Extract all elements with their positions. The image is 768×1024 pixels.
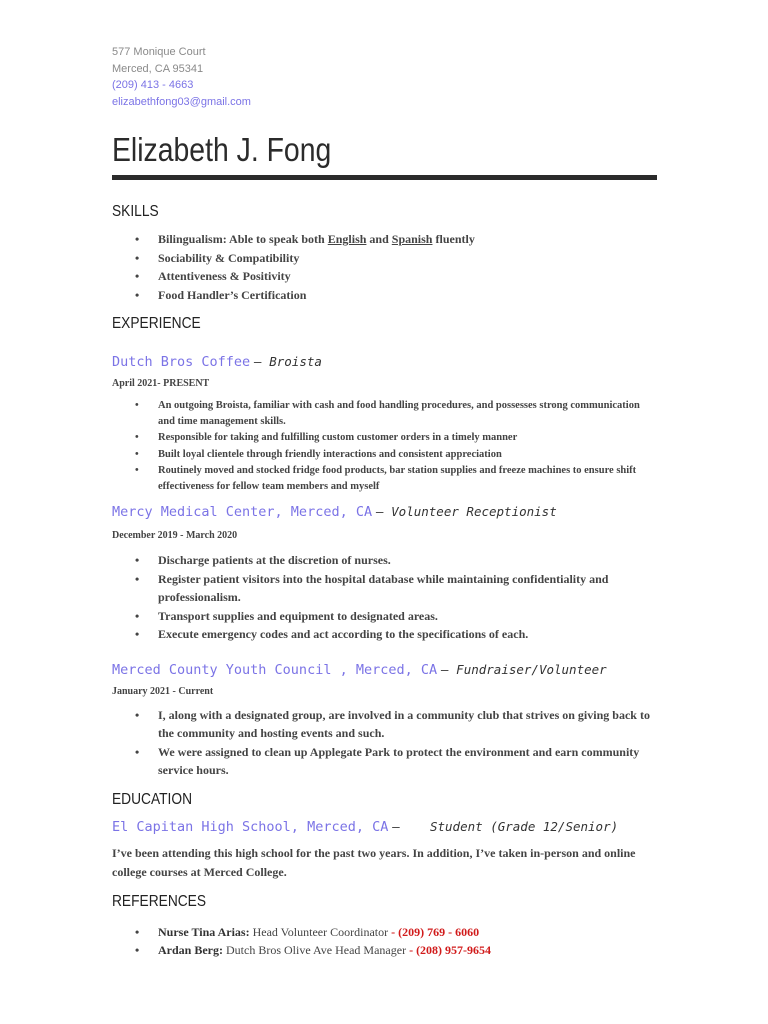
job-title-line: Dutch Bros Coffee — Broista [112,354,322,370]
job-role: Volunteer Receptionist [391,504,557,520]
job-organization: Mercy Medical Center, Merced, CA [112,504,373,521]
job-title-line: Mercy Medical Center, Merced, CA — Volunteer Receptionist [112,504,557,521]
contact-address-line: 577 Monique Court [112,46,206,58]
section-heading-skills: SKILLS [112,203,159,220]
job-bullet: • Transport supplies and equipment to designated areas. [158,607,657,626]
contact-city-line: Merced, CA 95341 [112,62,204,75]
job-bullet: • Execute emergency codes and act according to the specifications of each. [158,625,657,644]
page-title: Elizabeth J. Fong [112,131,332,168]
skill-text-segment: and [366,232,392,246]
skill-text-segment: Bilingualism: Able to speak both [158,232,328,246]
reference-separator: - [406,943,417,958]
section-heading-education: EDUCATION [112,790,193,808]
reference-role: Head Volunteer Coordinator [252,924,389,939]
job-bullet: • An outgoing Broista, familiar with cash and food handling procedures, and possesses strong communication and time management skills. [158,398,657,430]
reference-role: Dutch Bros Olive Ave Head Manager [226,943,407,958]
job-role: Broista [269,354,322,369]
reference-name: Nurse Tina Arias: [158,924,250,939]
contact-phone-link[interactable]: (209) 413 - 4663 [112,79,194,91]
reference-separator: - [388,924,399,939]
job-dates: January 2021 - Current [112,685,214,697]
reference-phone: (209) 769 - 6060 [398,924,480,939]
job-bullet: • Responsible for taking and fulfilling custom customer orders in a timely manner [158,430,657,446]
skills-list [112,230,657,304]
section-heading-references: REFERENCES [112,892,207,910]
job-bullet-list [112,551,657,644]
reference-name: Ardan Berg: [158,943,223,958]
job-bullet: • We were assigned to clean up Applegate Park to protect the environment and earn community service hours. [158,743,657,780]
job-bullet: • Discharge patients at the discretion of nurses. [158,551,657,570]
job-bullet-list [112,706,657,780]
skill-language-highlight: Spanish [391,232,433,246]
skill-text-segment: fluently [432,232,475,246]
skill-item: • Food Handler’s Certification [158,286,657,305]
contact-email-link[interactable]: elizabethfong03@gmail.com [112,95,251,108]
school-name: El Capitan High School, Merced, CA [112,818,389,835]
job-title-line: Merced County Youth Council , Merced, CA — Fundraiser/Volunteer [112,661,607,678]
section-heading-experience: EXPERIENCE [112,315,201,332]
job-bullet: • I, along with a designated group, are involved in a community club that strives on giving back to the community and hosting events and such. [158,706,657,743]
resume-page [112,44,657,960]
job-dates: April 2021- PRESENT [112,378,210,389]
skill-language-highlight: English [327,232,367,246]
title-divider [112,175,657,180]
references-list [112,923,657,960]
job-bullet: • Built loyal clientele through friendly interactions and consistent appreciation [158,447,657,463]
job-bullet-list [112,398,657,495]
education-description: I’ve been attending this high school for the past two years. In addition, I’ve taken in-person and online college courses at Merced College. [112,845,636,879]
job-dates: December 2019 - March 2020 [112,530,238,542]
skill-item [158,230,657,249]
job-organization: Dutch Bros Coffee [112,354,251,370]
job-bullet: • Routinely moved and stocked fridge food products, bar station supplies and freeze machines to ensure shift effectiveness for fellow team members and myself [158,463,657,495]
contact-block [112,44,657,110]
skill-item: • Sociability & Compatibility [158,249,657,268]
job-bullet: • Register patient visitors into the hospital database while maintaining confidentiality and professionalism. [158,570,657,607]
education-role: Student (Grade 12/Senior) [429,818,619,834]
job-role: Fundraiser/Volunteer [456,661,607,677]
education-title-line: El Capitan High School, Merced, CA — Student (Grade 12/Senior) [112,818,619,835]
reference-phone: (208) 957-9654 [416,943,492,958]
reference-item [158,941,657,960]
job-organization: Merced County Youth Council , Merced, CA [112,661,438,678]
reference-item [158,923,657,942]
skill-item: • Attentiveness & Positivity [158,267,657,286]
